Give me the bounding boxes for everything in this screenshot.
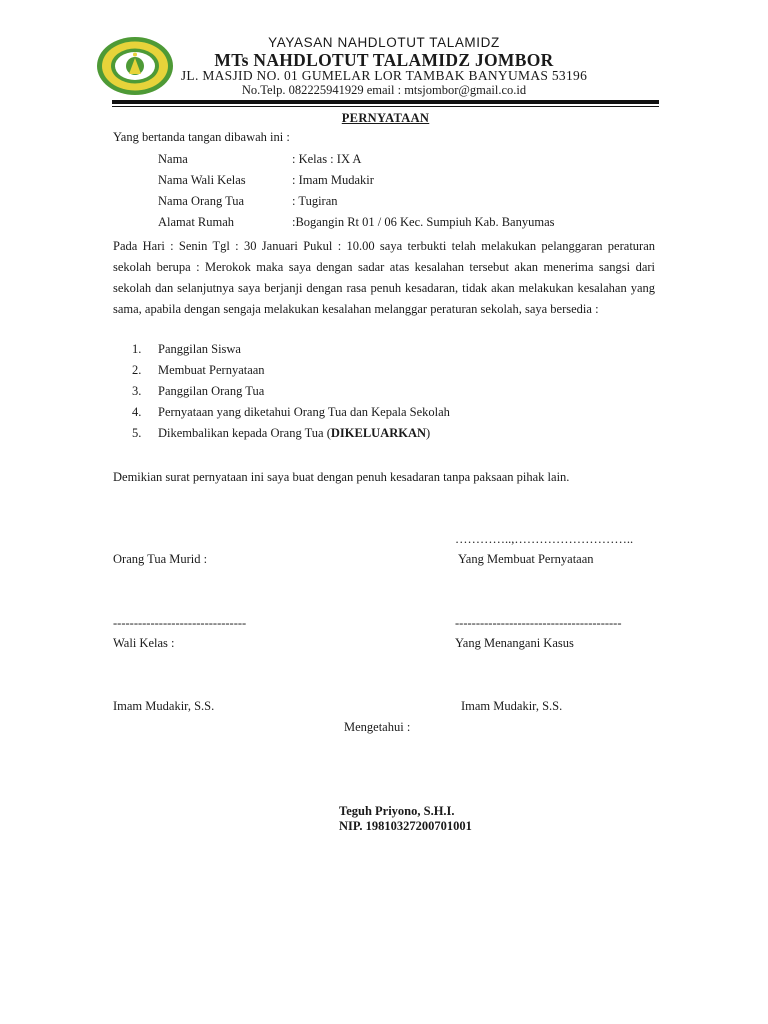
list-item: 1. Panggilan Siswa bbox=[132, 342, 241, 356]
list-item: 3. Panggilan Orang Tua bbox=[132, 384, 265, 398]
letterhead-divider-thin bbox=[112, 106, 659, 107]
closing-paragraph: Demikian surat pernyataan ini saya buat dengan penuh kesadaran tanpa paksaan pihak lain. bbox=[113, 470, 570, 484]
place-date-blank: …………..,……………………….. bbox=[455, 532, 634, 546]
statement-paragraph: Pada Hari : Senin Tgl : 30 Januari Pukul : 10.00 saya terbukti telah melakukan pelanggaran peraturan sekolah berupa : Merokok maka saya dengan sadar atas kesalahan tersebut akan menerima sangsi dari sekolah dan selanjutnya saya berjanji dengan rasa penuh kesadaran, tidak akan melakukan kesalahan yang sama, apabila dengan sengaja melakukan kesalahan melanggar peraturan sekolah, saya bersedia : bbox=[113, 239, 655, 316]
maker-signature-line: ---------------------------------------- bbox=[455, 616, 622, 630]
list-item: 4. Pernyataan yang diketahui Orang Tua dan Kepala Sekolah bbox=[132, 405, 450, 419]
parent-signature-label: Orang Tua Murid : bbox=[113, 552, 208, 566]
handler-signature-label: Yang Menangani Kasus bbox=[455, 636, 574, 650]
school-contact: No.Telp. 082225941929 email : mtsjombor@gmail.co.id bbox=[241, 83, 527, 97]
field-value-address: :Bogangin Rt 01 / 06 Kec. Sumpiuh Kab. Banyumas bbox=[292, 215, 555, 229]
foundation-name: YAYASAN NAHDLOTUT TALAMIDZ bbox=[268, 35, 500, 50]
field-label-homeroom: Nama Wali Kelas bbox=[158, 173, 246, 187]
field-value-homeroom: : Imam Mudakir bbox=[292, 173, 374, 187]
intro-text: Yang bertanda tangan dibawah ini : bbox=[113, 130, 290, 144]
list-item: 5. Dikembalikan kepada Orang Tua (DIKELUARKAN) bbox=[132, 426, 431, 440]
field-value-name: : Kelas : IX A bbox=[292, 152, 362, 166]
school-name: MTs NAHDLOTUT TALAMIDZ JOMBOR bbox=[214, 50, 554, 70]
principal-nip: NIP. 19810327200701001 bbox=[339, 819, 472, 833]
school-address: JL. MASJID NO. 01 GUMELAR LOR TAMBAK BANYUMAS 53196 bbox=[180, 68, 588, 83]
acknowledged-label: Mengetahui : bbox=[344, 720, 411, 734]
field-label-parent: Nama Orang Tua bbox=[158, 194, 245, 208]
field-label-name: Nama bbox=[158, 152, 188, 166]
principal-name: Teguh Priyono, S.H.I. bbox=[339, 804, 455, 818]
homeroom-name: Imam Mudakir, S.S. bbox=[113, 699, 215, 713]
homeroom-signature-label: Wali Kelas : bbox=[113, 636, 175, 650]
maker-signature-label: Yang Membuat Pernyataan bbox=[458, 552, 594, 566]
parent-signature-line: -------------------------------- bbox=[113, 616, 247, 630]
list-item: 2. Membuat Pernyataan bbox=[132, 363, 265, 377]
letterhead-divider bbox=[112, 100, 659, 104]
field-value-parent: : Tugiran bbox=[292, 194, 338, 208]
document-title: PERNYATAAN bbox=[341, 111, 430, 125]
field-label-address: Alamat Rumah bbox=[158, 215, 235, 229]
handler-name: Imam Mudakir, S.S. bbox=[461, 699, 563, 713]
